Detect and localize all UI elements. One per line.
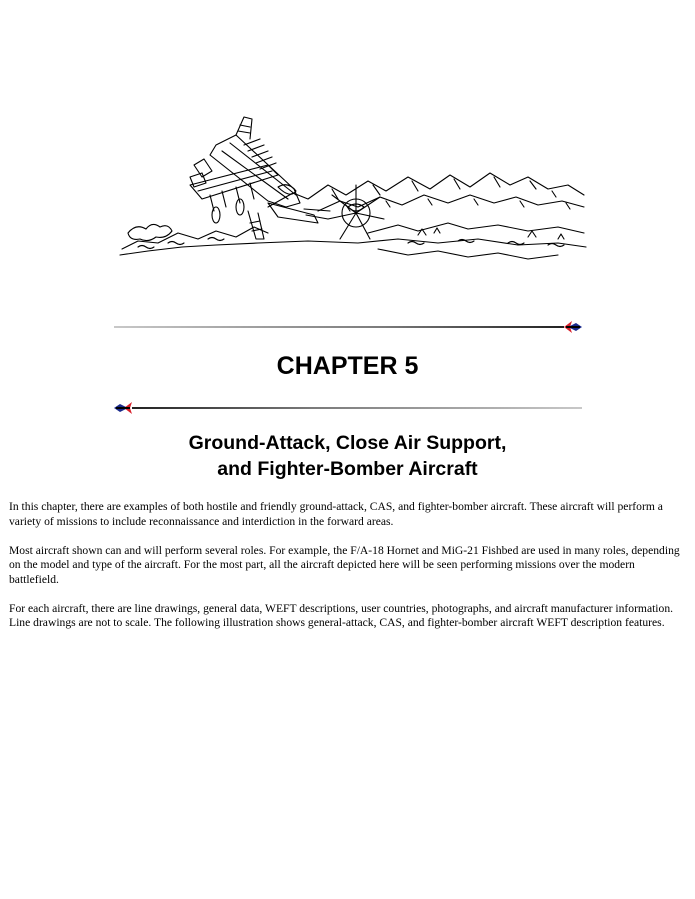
section-title [0, 430, 695, 482]
section-title-line-1: Ground-Attack, Close Air Support, [188, 432, 507, 454]
body-text [9, 500, 687, 645]
section-title-line-2: and Fighter-Bomber Aircraft [217, 458, 478, 480]
rule-arrow-right-icon [114, 320, 582, 334]
rule-arrow-left-icon [114, 401, 582, 415]
paragraph-roles: Most aircraft shown can and will perform several roles. For example, the F/A-18 Hornet and MiG-21 Fishbed are used in many roles, depending on the model and type of the aircraft. For the most part, all the aircraft depicted here will be seen performing missions over the modern battlefield. [9, 543, 680, 586]
paragraph-drawings: For each aircraft, there are line drawings, general data, WEFT descriptions, user countries, photographs, and aircraft manufacturer information. Line drawings are not to scale. The following illustration shows general-attack, CAS, and fighter-bomber aircraft WEFT description features. [9, 601, 674, 629]
chapter-title: CHAPTER 5 [276, 352, 419, 380]
aircraft-attack-illustration-icon [118, 115, 588, 265]
paragraph-intro: In this chapter, there are examples of both hostile and friendly ground-attack, CAS, and fighter-bomber aircraft. These aircraft will perform a variety of missions to include reconnaissance and interdiction in the forward areas. [9, 500, 663, 528]
